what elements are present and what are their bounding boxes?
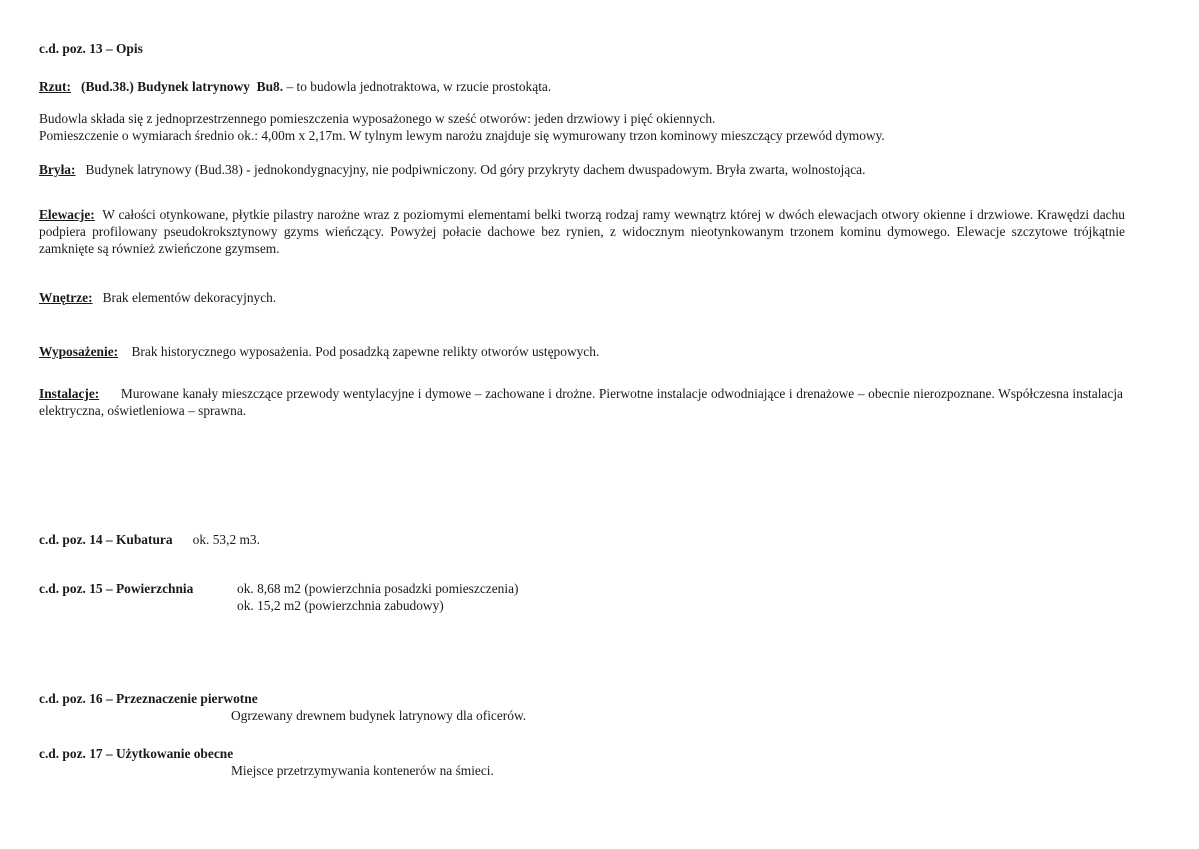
budowla-line: Budowla składa się z jednoprzestrzennego pomieszczenia wyposażonego w sześć otworów: jeden drzwiowy i pięć okiennych. (39, 111, 716, 126)
kubatura-row (39, 531, 1129, 548)
bryla-text: Budynek latrynowy (Bud.38) - jednokondygnacyjny, nie podpiwniczony. Od góry przykryty dachem dwuspadowym. Bryła zwarta, wolnostojąca. (85, 162, 866, 177)
przeznaczenie-text: Ogrzewany drewnem budynek latrynowy dla oficerów. (231, 708, 527, 723)
powierzchnia-line: ok. 15,2 m2 (powierzchnia zabudowy) (237, 598, 444, 613)
elewacje-label: Elewacje: (39, 207, 95, 222)
kubatura-heading: c.d. poz. 14 – Kubatura (39, 532, 173, 547)
rzut-bud: (Bud.38.) (81, 79, 134, 94)
wnetrze-text: Brak elementów dekoracyjnych. (102, 290, 277, 305)
przeznaczenie-heading: c.d. poz. 16 – Przeznaczenie pierwotne (39, 691, 258, 706)
elewacje-paragraph (39, 206, 1125, 257)
wyposazenie-paragraph (39, 343, 1129, 360)
wyposazenie-label: Wyposażenie: (39, 344, 119, 359)
instalacje-text: Murowane kanały mieszczące przewody wentylacyjne i dymowe – zachowane i drożne. Pierwotne instalacje odwodniające i drenażowe – obecnie nierozpoznane. Współczesna instalacja elektryczna, oświetleniowa – sprawna. (39, 386, 1123, 418)
rzut-paragraph (39, 78, 1129, 95)
uzytkowanie-heading: c.d. poz. 17 – Użytkowanie obecne (39, 746, 234, 761)
kubatura-value: ok. 53,2 m3. (192, 532, 260, 547)
instalacje-label: Instalacje: (39, 386, 100, 401)
bryla-label: Bryła: (39, 162, 76, 177)
instalacje-paragraph (39, 385, 1123, 419)
rzut-label: Rzut: (39, 79, 71, 94)
budowla-paragraph (39, 110, 1129, 144)
wnetrze-paragraph (39, 289, 1129, 306)
uzytkowanie-text: Miejsce przetrzymywania kontenerów na śmieci. (231, 763, 494, 778)
wyposazenie-text: Brak historycznego wyposażenia. Pod posadzką zapewne relikty otworów ustępowych. (131, 344, 600, 359)
opis-heading: c.d. poz. 13 – Opis (39, 41, 143, 56)
rzut-name: Budynek latrynowy (137, 79, 250, 94)
rzut-text: – to budowla jednotraktowa, w rzucie prostokąta. (286, 79, 552, 94)
powierzchnia-values (237, 580, 1037, 614)
budowla-line: Pomieszczenie o wymiarach średnio ok.: 4,00m x 2,17m. W tylnym lewym narożu znajduje się wymurowany trzon kominowy mieszczący przewód dymowy. (39, 128, 885, 143)
powierzchnia-heading: c.d. poz. 15 – Powierzchnia (39, 581, 194, 596)
elewacje-text: W całości otynkowane, płytkie pilastry narożne wraz z poziomymi elementami belki tworzą rodzaj ramy wewnątrz której w dwóch elewacjach otwory okienne i drzwiowe. Krawędzi dachu podpiera profilowany pseudokroksztynowy gzyms wieńczący. Powyżej połacie dachowe bez rynien, z widocznym nieotynkowanym trzonem kominu dymowego. Elewacje szczytowe trójkątnie zamknięte są również zwieńczone gzymsem. (39, 207, 1125, 256)
rzut-code: Bu8. (256, 79, 284, 94)
wnetrze-label: Wnętrze: (39, 290, 93, 305)
bryla-paragraph (39, 161, 1129, 178)
powierzchnia-line: ok. 8,68 m2 (powierzchnia posadzki pomieszczenia) (237, 581, 519, 596)
